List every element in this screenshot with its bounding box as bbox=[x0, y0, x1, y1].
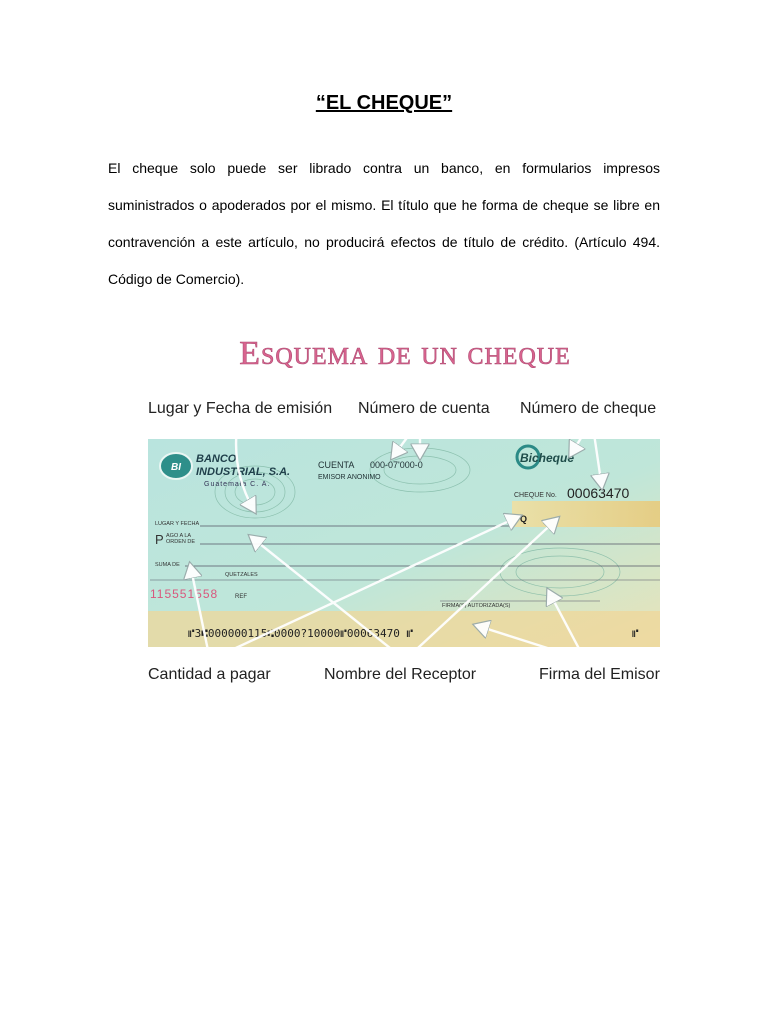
firma-label: FIRMA(S) AUTORIZADA(S) bbox=[442, 603, 511, 609]
cheque-number-label: CHEQUE No. bbox=[514, 492, 557, 499]
document-paragraph: El cheque solo puede ser librado contra un banco, en formularios impresos suministrados o apoderados por el mismo. El título que he forma de cheque se libre en contravención a este artículo, no producirá efectos de título de crédito. (Artículo 494. Código de Comercio). bbox=[108, 160, 660, 287]
bank-city: Guatemala C. A. bbox=[204, 481, 271, 488]
label-firma: Firma del Emisor bbox=[539, 666, 660, 683]
field-pago-line1: AGO A LA bbox=[166, 533, 192, 539]
field-pago-p: P bbox=[155, 532, 164, 547]
document-title bbox=[0, 92, 768, 115]
field-suma: SUMA DE bbox=[155, 562, 180, 568]
micr-line: ⑈3⑆000000115⑆0000?10000⑈00063470 ⑈ bbox=[188, 627, 414, 640]
brand-name: Bicheque bbox=[520, 451, 575, 465]
cheque-amount-band bbox=[512, 501, 660, 527]
field-quetzales: QUETZALES bbox=[225, 572, 258, 578]
cheque-number: 00063470 bbox=[567, 485, 630, 501]
cheque-diagram bbox=[0, 320, 768, 700]
figure-heading: Esquema de un cheque bbox=[239, 335, 571, 372]
bank-logo bbox=[160, 453, 192, 479]
cuenta-label: CUENTA bbox=[318, 460, 355, 470]
micr-end-mark: ⑈ bbox=[632, 628, 639, 640]
ref-label: REF bbox=[235, 594, 247, 600]
label-receptor: Nombre del Receptor bbox=[324, 666, 477, 683]
bank-name-line2: INDUSTRIAL, S.A. bbox=[196, 466, 291, 478]
label-numero-cuenta: Número de cuenta bbox=[358, 400, 490, 417]
field-pago-line2: ORDEN DE bbox=[166, 539, 196, 545]
label-cantidad: Cantidad a pagar bbox=[148, 666, 271, 683]
field-q: Q bbox=[520, 514, 528, 524]
emisor-label: EMISOR ANONIMO bbox=[318, 474, 381, 481]
cheque-image bbox=[148, 439, 660, 647]
ref-number: 115551558 bbox=[150, 587, 219, 601]
bank-name-line1: BANCO bbox=[196, 453, 237, 465]
cuenta-number: 000-07'000-0 bbox=[370, 460, 423, 470]
label-lugar-fecha: Lugar y Fecha de emisión bbox=[148, 400, 333, 417]
field-lugar-fecha: LUGAR Y FECHA bbox=[155, 521, 200, 527]
label-numero-cheque: Número de cheque bbox=[520, 400, 657, 417]
bank-logo-mark: BI bbox=[171, 462, 181, 473]
document-title-text: “EL CHEQUE” bbox=[315, 92, 453, 114]
